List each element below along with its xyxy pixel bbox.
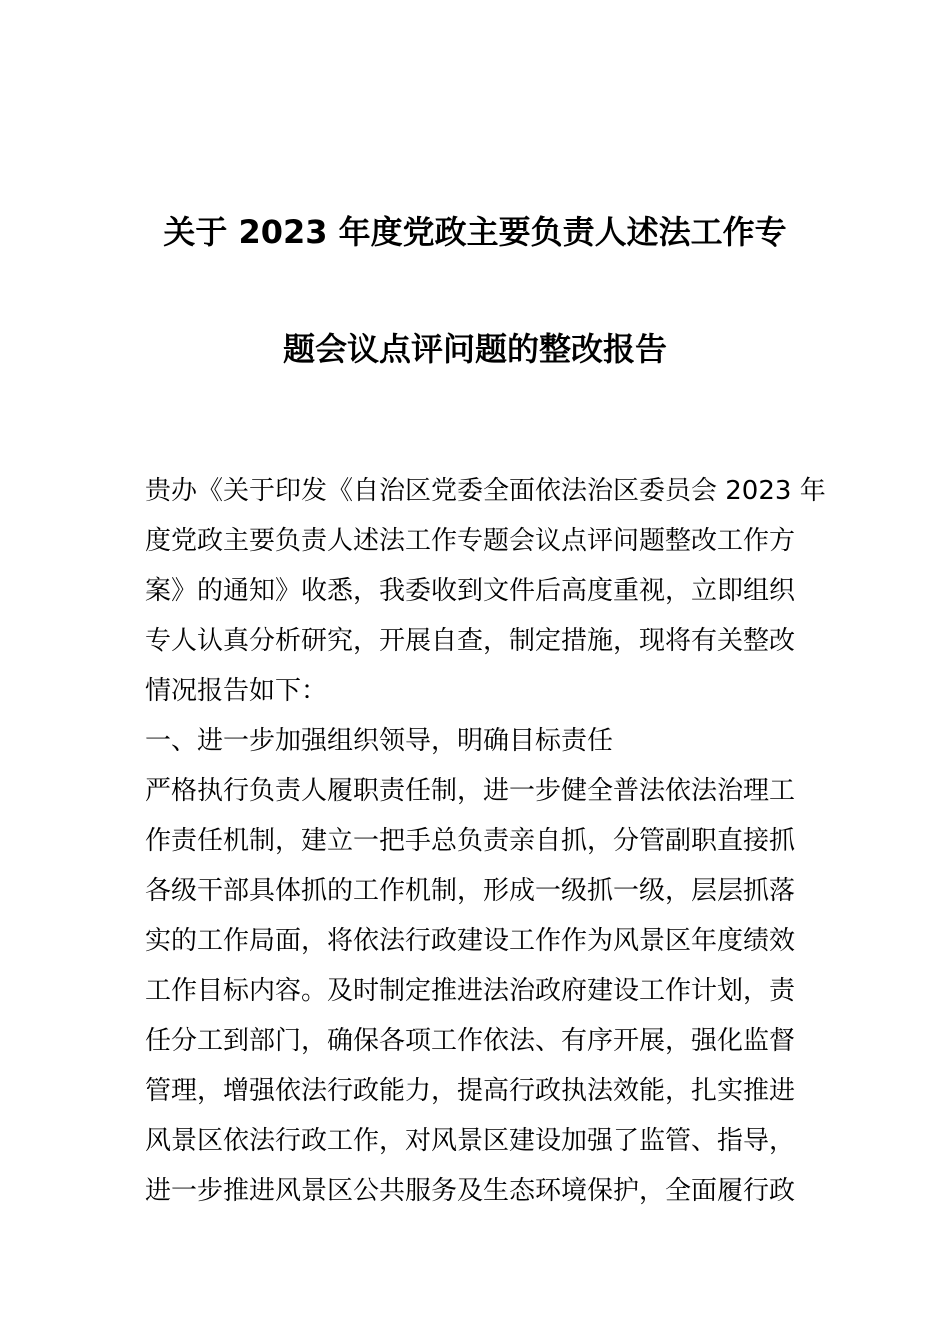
paragraph-1-line: 专人认真分析研究，开展自查，制定措施，现将有关整改 — [145, 626, 796, 656]
document-title-line-2: 题会议点评问题的整改报告 — [282, 330, 667, 368]
paragraph-2-line: 严格执行负责人履职责任制，进一步健全普法依法治理工 — [145, 776, 796, 806]
paragraph-1-line: 度党政主要负责人述法工作专题会议点评问题整改工作方 — [145, 526, 796, 556]
paragraph-2-line: 各级干部具体抓的工作机制，形成一级抓一级，层层抓落 — [145, 876, 796, 906]
paragraph-2-line: 作责任机制，建立一把手总负责亲自抓，分管副职直接抓 — [145, 826, 796, 856]
section-heading: 一、进一步加强组织领导，明确目标责任 — [145, 726, 614, 756]
paragraph-2-line: 实的工作局面，将依法行政建设工作作为风景区年度绩效 — [145, 926, 796, 956]
paragraph-2-line: 工作目标内容。及时制定推进法治政府建设工作计划，责 — [145, 976, 796, 1006]
paragraph-1-line: 案》的通知》收悉，我委收到文件后高度重视，立即组织 — [145, 576, 796, 606]
paragraph-2-line: 管理，增强依法行政能力，提高行政执法效能，扎实推进 — [145, 1076, 796, 1106]
paragraph-2-line: 风景区依法行政工作，对风景区建设加强了监管、指导， — [145, 1126, 796, 1156]
document-body — [145, 466, 825, 1216]
paragraph-1-line: 贵办《关于印发《自治区党委全面依法治区委员会 2023 年 — [145, 476, 826, 506]
paragraph-2-line: 进一步推进风景区公共服务及生态环境保护，全面履行政 — [145, 1176, 796, 1206]
document-title-line-1: 关于 2023 年度党政主要负责人述法工作专 — [163, 213, 787, 251]
paragraph-2-line: 任分工到部门，确保各项工作依法、有序开展，强化监督 — [145, 1026, 796, 1056]
paragraph-1-line: 情况报告如下： — [145, 676, 328, 706]
